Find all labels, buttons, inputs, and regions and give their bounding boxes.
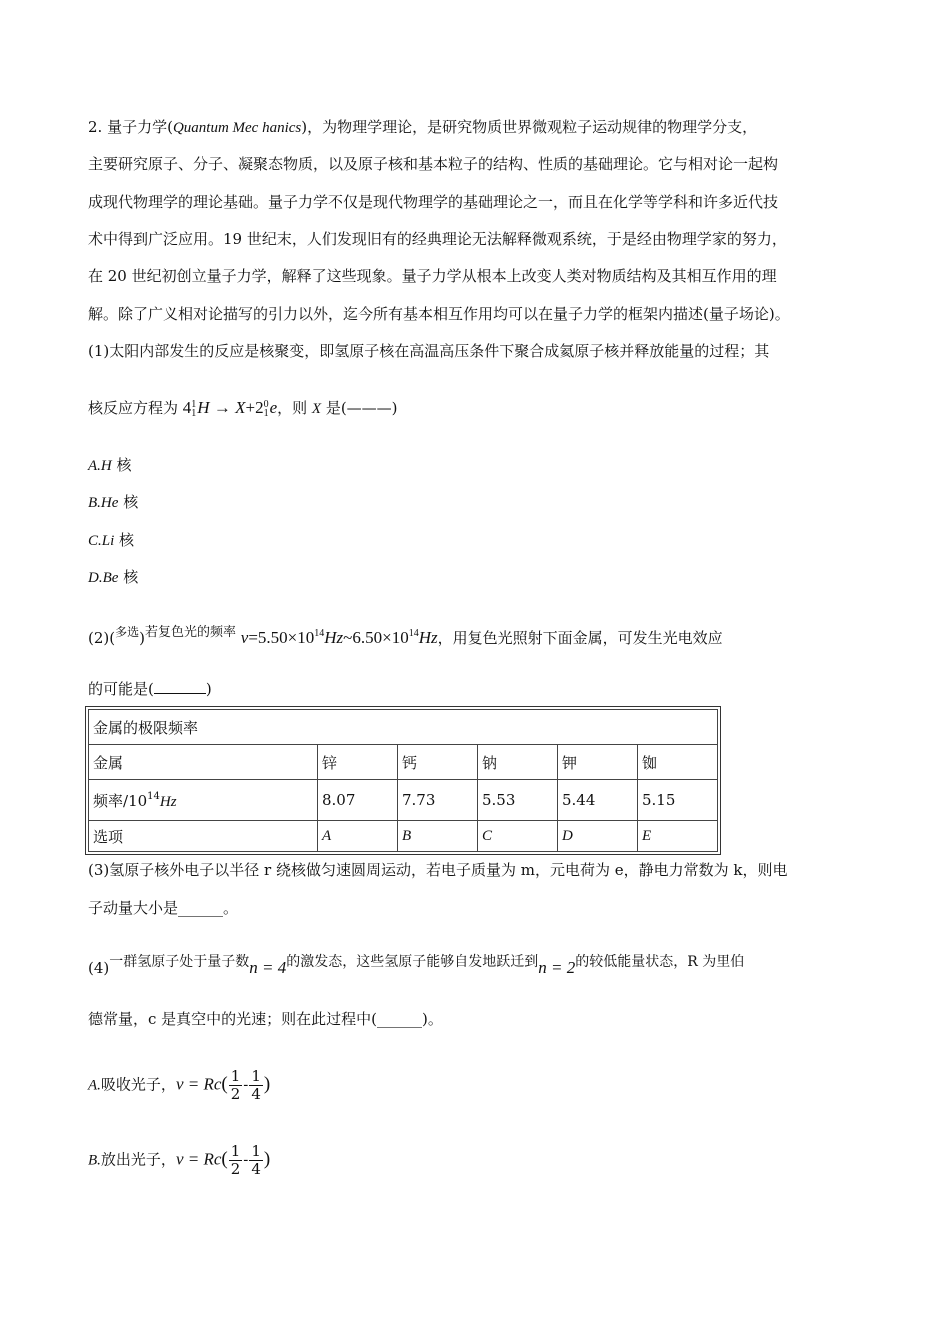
- table-header-cell: 锌: [318, 745, 398, 780]
- close-paren: ): [263, 1148, 271, 1170]
- option-letter: C.: [88, 533, 102, 549]
- eq-symbol-e: e: [269, 398, 278, 417]
- q2-multi-select-tag: 多选: [115, 625, 140, 639]
- option-letter: B.: [88, 1152, 101, 1169]
- open-paren: (: [221, 1148, 228, 1170]
- q4-pre: 一群氢原子处于量子数: [109, 954, 250, 970]
- q2-tag-close: ): [139, 629, 145, 647]
- q3-line-2: 子动量大小是______。: [88, 899, 239, 917]
- q2-frequency-formula: [241, 628, 438, 647]
- intro-line-4: 术中得到广泛应用。19 世纪末，人们发现旧有的经典理论无法解释微观系统，于是经由物理学家的努力，: [88, 230, 787, 248]
- freq-label-exp: 14: [147, 790, 160, 802]
- option-formula-lhs: v = Rc: [175, 1074, 222, 1094]
- q2-pre: 若复色光的频率: [144, 625, 236, 640]
- q4-number: (4): [88, 959, 110, 977]
- answer-blank[interactable]: [154, 681, 206, 694]
- q1-nuclear-equation: [182, 398, 278, 420]
- eq-plus: +: [245, 398, 256, 417]
- frac-den: 4: [251, 1085, 261, 1103]
- eq-isotope-1: [191, 400, 196, 418]
- table-header-cell: 钙: [398, 745, 478, 780]
- eq-symbol-x: X: [235, 398, 246, 417]
- table-header-cell: 钠: [478, 745, 558, 780]
- q1-line-1: (1)太阳内部发生的反应是核聚变，即氢原子核在高温高压条件下聚合成氦原子核并释放能量的过程；其: [88, 342, 770, 360]
- formula-tilde: ~: [343, 628, 353, 647]
- fraction-quarter: [249, 1143, 263, 1178]
- intro-line-6: 解。除了广义相对论描写的引力以外，迄今所有基本相互作用均可以在量子力学的框架内描述(量子场论)。: [88, 305, 790, 323]
- option-letter: D.: [88, 570, 103, 586]
- term-quantum-mechanics: Quantum Mec hanics: [172, 120, 302, 136]
- eq-arrow: →: [213, 398, 231, 417]
- formula-base-2: 10: [391, 628, 409, 647]
- option-label-cell: 选项: [89, 821, 318, 852]
- eq-coef-2: 2: [255, 398, 264, 417]
- eq-symbol-h: H: [197, 398, 210, 417]
- q4-n-4: n = 4: [249, 958, 287, 977]
- q1-line-2-post: 是(———): [321, 399, 398, 417]
- option-text: 核: [114, 531, 135, 549]
- q1-line-2: [88, 398, 398, 419]
- intro-line-1-pre: 2. 量子力学(: [88, 118, 173, 136]
- eq-coef-1: 4: [182, 398, 192, 417]
- option-symbol: Li: [101, 533, 115, 549]
- formula-times-2: ×: [382, 628, 392, 647]
- frac-den: 2: [230, 1160, 241, 1178]
- q1-option-d: [88, 567, 138, 588]
- intro-line-1: [88, 117, 757, 138]
- minus-sign: -: [243, 1150, 249, 1169]
- table-caption: 金属的极限频率: [89, 710, 718, 745]
- q1-option-a: [88, 455, 132, 476]
- formula-exp: 14: [314, 628, 325, 639]
- freq-label-base: 10: [128, 791, 148, 810]
- eq-isotope-2: [264, 400, 269, 418]
- q1-var-x: X: [311, 401, 322, 417]
- q4-option-a: [88, 1068, 270, 1103]
- q4-mid: 的激发态，这些氢原子能够自发地跃迁到: [286, 954, 539, 970]
- formula-a: 5.50: [257, 628, 288, 647]
- option-value-cell: B: [398, 821, 478, 852]
- eq-charge-2: 1: [263, 408, 269, 420]
- q2-line-2-end: ): [205, 680, 212, 698]
- q4-n-2: n = 2: [538, 958, 576, 977]
- option-text: 放出光子，: [100, 1150, 176, 1169]
- q2-number: (2)(: [88, 629, 116, 647]
- option-text: 吸收光子，: [100, 1075, 176, 1094]
- open-paren: (: [221, 1073, 228, 1095]
- q1-option-b: [88, 492, 138, 513]
- freq-value-cell: 5.15: [638, 780, 718, 821]
- q3-line-1: (3)氢原子核外电子以半径 r 绕核做匀速圆周运动，若电子质量为 m，元电荷为 e，静电力常数为 k，则电: [88, 861, 788, 879]
- q4-line-1: [88, 952, 744, 978]
- close-paren: ): [263, 1073, 271, 1095]
- intro-line-2: 主要研究原子、分子、凝聚态物质，以及原子核和基本粒子的结构、性质的基础理论。它与相对论一起构: [88, 155, 779, 173]
- fraction-half: [229, 1068, 243, 1103]
- formula-b: 6.50: [352, 628, 383, 647]
- metal-threshold-table: [88, 709, 718, 852]
- formula-exp-2: 14: [408, 628, 419, 639]
- freq-label-cell: [89, 780, 318, 821]
- intro-line-3: 成现代物理学的理论基础。量子力学不仅是现代物理学的基础理论之一，而且在化学等学科和许多近代技: [88, 193, 779, 211]
- formula-times: ×: [287, 628, 298, 647]
- freq-value-cell: 5.53: [478, 780, 558, 821]
- freq-label-pre: 频率/: [93, 791, 129, 810]
- table-header-cell: 钾: [558, 745, 638, 780]
- option-text: 核: [118, 493, 139, 511]
- minus-sign: -: [243, 1075, 249, 1094]
- table-header-cell: 铷: [638, 745, 718, 780]
- q1-line-2-mid: ，则: [277, 399, 312, 417]
- fraction-half: [229, 1143, 243, 1178]
- frac-num: 1: [251, 1067, 261, 1085]
- option-letter: A.: [88, 458, 101, 474]
- q2-line-2-text: 的可能是(: [88, 680, 154, 698]
- option-symbol: H: [100, 458, 112, 474]
- option-text: 核: [118, 568, 139, 586]
- frac-den: 2: [230, 1085, 241, 1103]
- option-symbol: Be: [102, 570, 119, 586]
- option-value-cell: E: [638, 821, 718, 852]
- q2-line-2: [88, 679, 212, 699]
- q4-line-2: 德常量，c 是真空中的光速；则在此过程中(______)。: [88, 1010, 443, 1028]
- freq-value-cell: 7.73: [398, 780, 478, 821]
- formula-base: 10: [297, 628, 315, 647]
- eq-mass-1: 1: [191, 399, 197, 411]
- freq-label-unit: Hz: [159, 793, 177, 810]
- formula-eq: =: [248, 628, 258, 647]
- q1-option-c: [88, 530, 134, 551]
- option-value-cell: C: [478, 821, 558, 852]
- frac-num: 1: [230, 1067, 241, 1085]
- option-letter: A.: [88, 1077, 101, 1094]
- eq-mass-2: 0: [263, 399, 269, 411]
- fraction-quarter: [249, 1068, 263, 1103]
- option-formula-lhs: v = Rc: [175, 1149, 222, 1169]
- q2-line-1: [88, 622, 723, 648]
- q1-line-2-pre: 核反应方程为: [88, 399, 179, 417]
- formula-unit-2: Hz: [418, 628, 438, 647]
- q4-option-b: [88, 1143, 270, 1178]
- frac-den: 4: [251, 1160, 261, 1178]
- eq-charge-1: 1: [191, 408, 197, 420]
- option-value-cell: A: [318, 821, 398, 852]
- intro-line-1-post: )，为物理学理论，是研究物质世界微观粒子运动规律的物理学分支，: [301, 118, 758, 136]
- frac-num: 1: [251, 1142, 261, 1160]
- formula-v: v: [240, 628, 249, 647]
- table-header-cell: 金属: [89, 745, 318, 780]
- freq-value-cell: 5.44: [558, 780, 638, 821]
- q4-post: 的较低能量状态，R 为里伯: [575, 954, 745, 970]
- frac-num: 1: [230, 1142, 241, 1160]
- option-value-cell: D: [558, 821, 638, 852]
- freq-value-cell: 8.07: [318, 780, 398, 821]
- intro-line-5: 在 20 世纪初创立量子力学，解释了这些现象。量子力学从根本上改变人类对物质结构及其相互作用的理: [88, 267, 777, 285]
- formula-unit: Hz: [324, 628, 344, 647]
- option-letter: B.: [88, 495, 101, 511]
- option-symbol: He: [100, 495, 119, 511]
- option-text: 核: [111, 456, 132, 474]
- q2-post: ，用复色光照射下面金属，可发生光电效应: [437, 629, 723, 647]
